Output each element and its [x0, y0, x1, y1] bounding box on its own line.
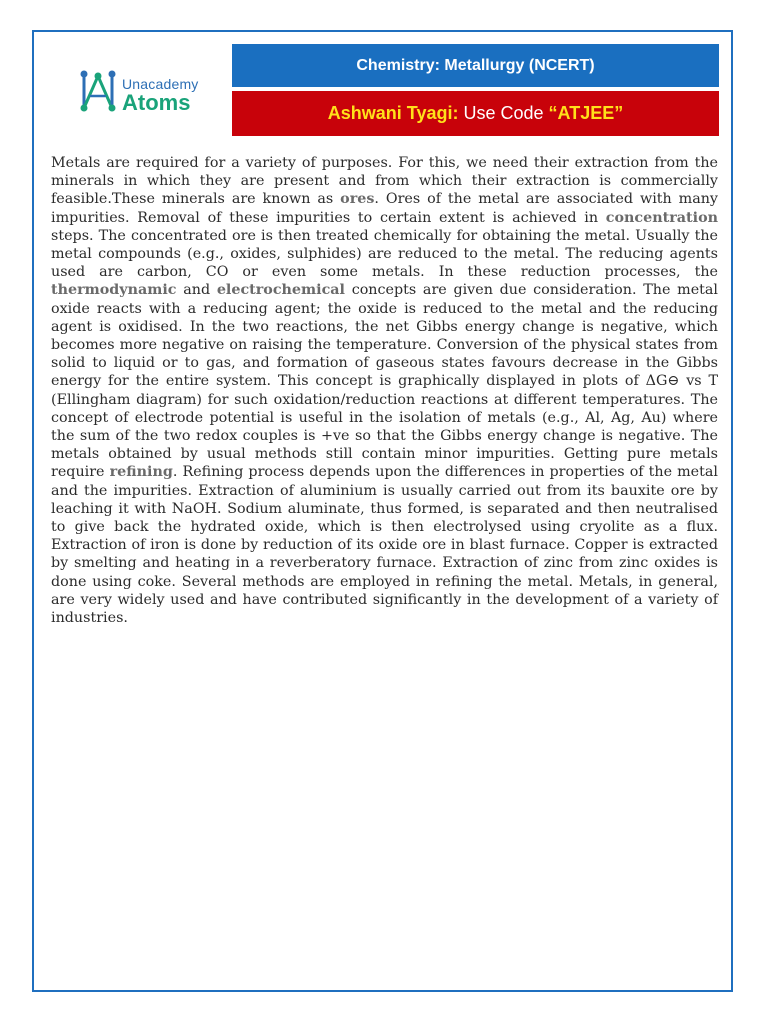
paragraph-text: concepts are given due consideration. The metal oxide reacts with a reducing agent; the oxide is reduced to the metal and the reducing agent is oxidised. In the two reactions, the net Gibbs energy change is negative, which becomes more negative on raising the temperature. Conversion of the physical states from solid to liquid or to gas, and formation of gaseous states favours decrease in the Gibbs energy for the entire system. This concept is graphically displayed in plots of ΔG⊖ vs T (Ellingham diagram) for such oxidation/reduction reactions at different temperatures. The concept of electrode potential is useful in the isolation of metals (e.g., Al, Ag, Au) where the sum of the two redox couples is +ve so that the Gibbs energy change is negative. The metals obtained by usual methods still contain minor impurities. Getting pure metals require	[51, 282, 718, 481]
body-paragraph	[51, 154, 718, 627]
referral-code: “ATJEE”	[548, 103, 624, 123]
unacademy-atoms-logo	[78, 68, 218, 116]
paragraph-text: steps. The concentrated ore is then treated chemically for obtaining the metal. Usually the metal compounds (e.g., oxides, sulphides) are reduced to the metal. The reducing agents used are carbon, CO or even some metals. In these reduction processes, the	[51, 227, 718, 281]
highlighted-term: electrochemical	[216, 282, 345, 299]
highlighted-term: ores	[340, 191, 375, 208]
paragraph-text: and	[176, 282, 217, 299]
paragraph-text: . Refining process depends upon the differences in properties of the metal and the impurities. Extraction of aluminium is usually carried out from its bauxite ore by leaching it with NaOH. Sodium aluminate, thus formed, is separated and then neutralised to give back the hydrated oxide, which is then electrolysed using cryolite as a flux. Extraction of iron is done by reduction of its oxide ore in blast furnace. Copper is extracted by smelting and heating in a reverberatory furnace. Extraction of zinc from zinc oxides is done using coke. Several methods are employed in refining the metal. Metals, in general, are very widely used and have contributed significantly in the development of a variety of industries.	[51, 464, 718, 627]
educator-code-banner	[232, 91, 719, 136]
highlighted-term: thermodynamic	[51, 282, 177, 299]
subject-title-banner	[232, 44, 719, 87]
use-code-label: Use Code	[463, 103, 544, 123]
educator-name: Ashwani Tyagi:	[327, 103, 459, 123]
highlighted-term: concentration	[605, 209, 718, 226]
paragraph-text: Metals are required for a variety of purposes. For this, we need their extraction from the minerals in which they are present and from which their extraction is commercially feasible.These minerals are known as	[51, 155, 718, 208]
atoms-logo-icon	[78, 68, 118, 116]
brand-name-top: Unacademy	[122, 76, 199, 92]
brand-name-bottom: Atoms	[122, 90, 191, 115]
highlighted-term: refining	[109, 464, 173, 481]
paragraph-text: . Ores of the metal are associated with many impurities. Removal of these impurities to certain extent is achieved in	[51, 191, 719, 226]
subject-title: Chemistry: Metallurgy (NCERT)	[356, 56, 595, 74]
